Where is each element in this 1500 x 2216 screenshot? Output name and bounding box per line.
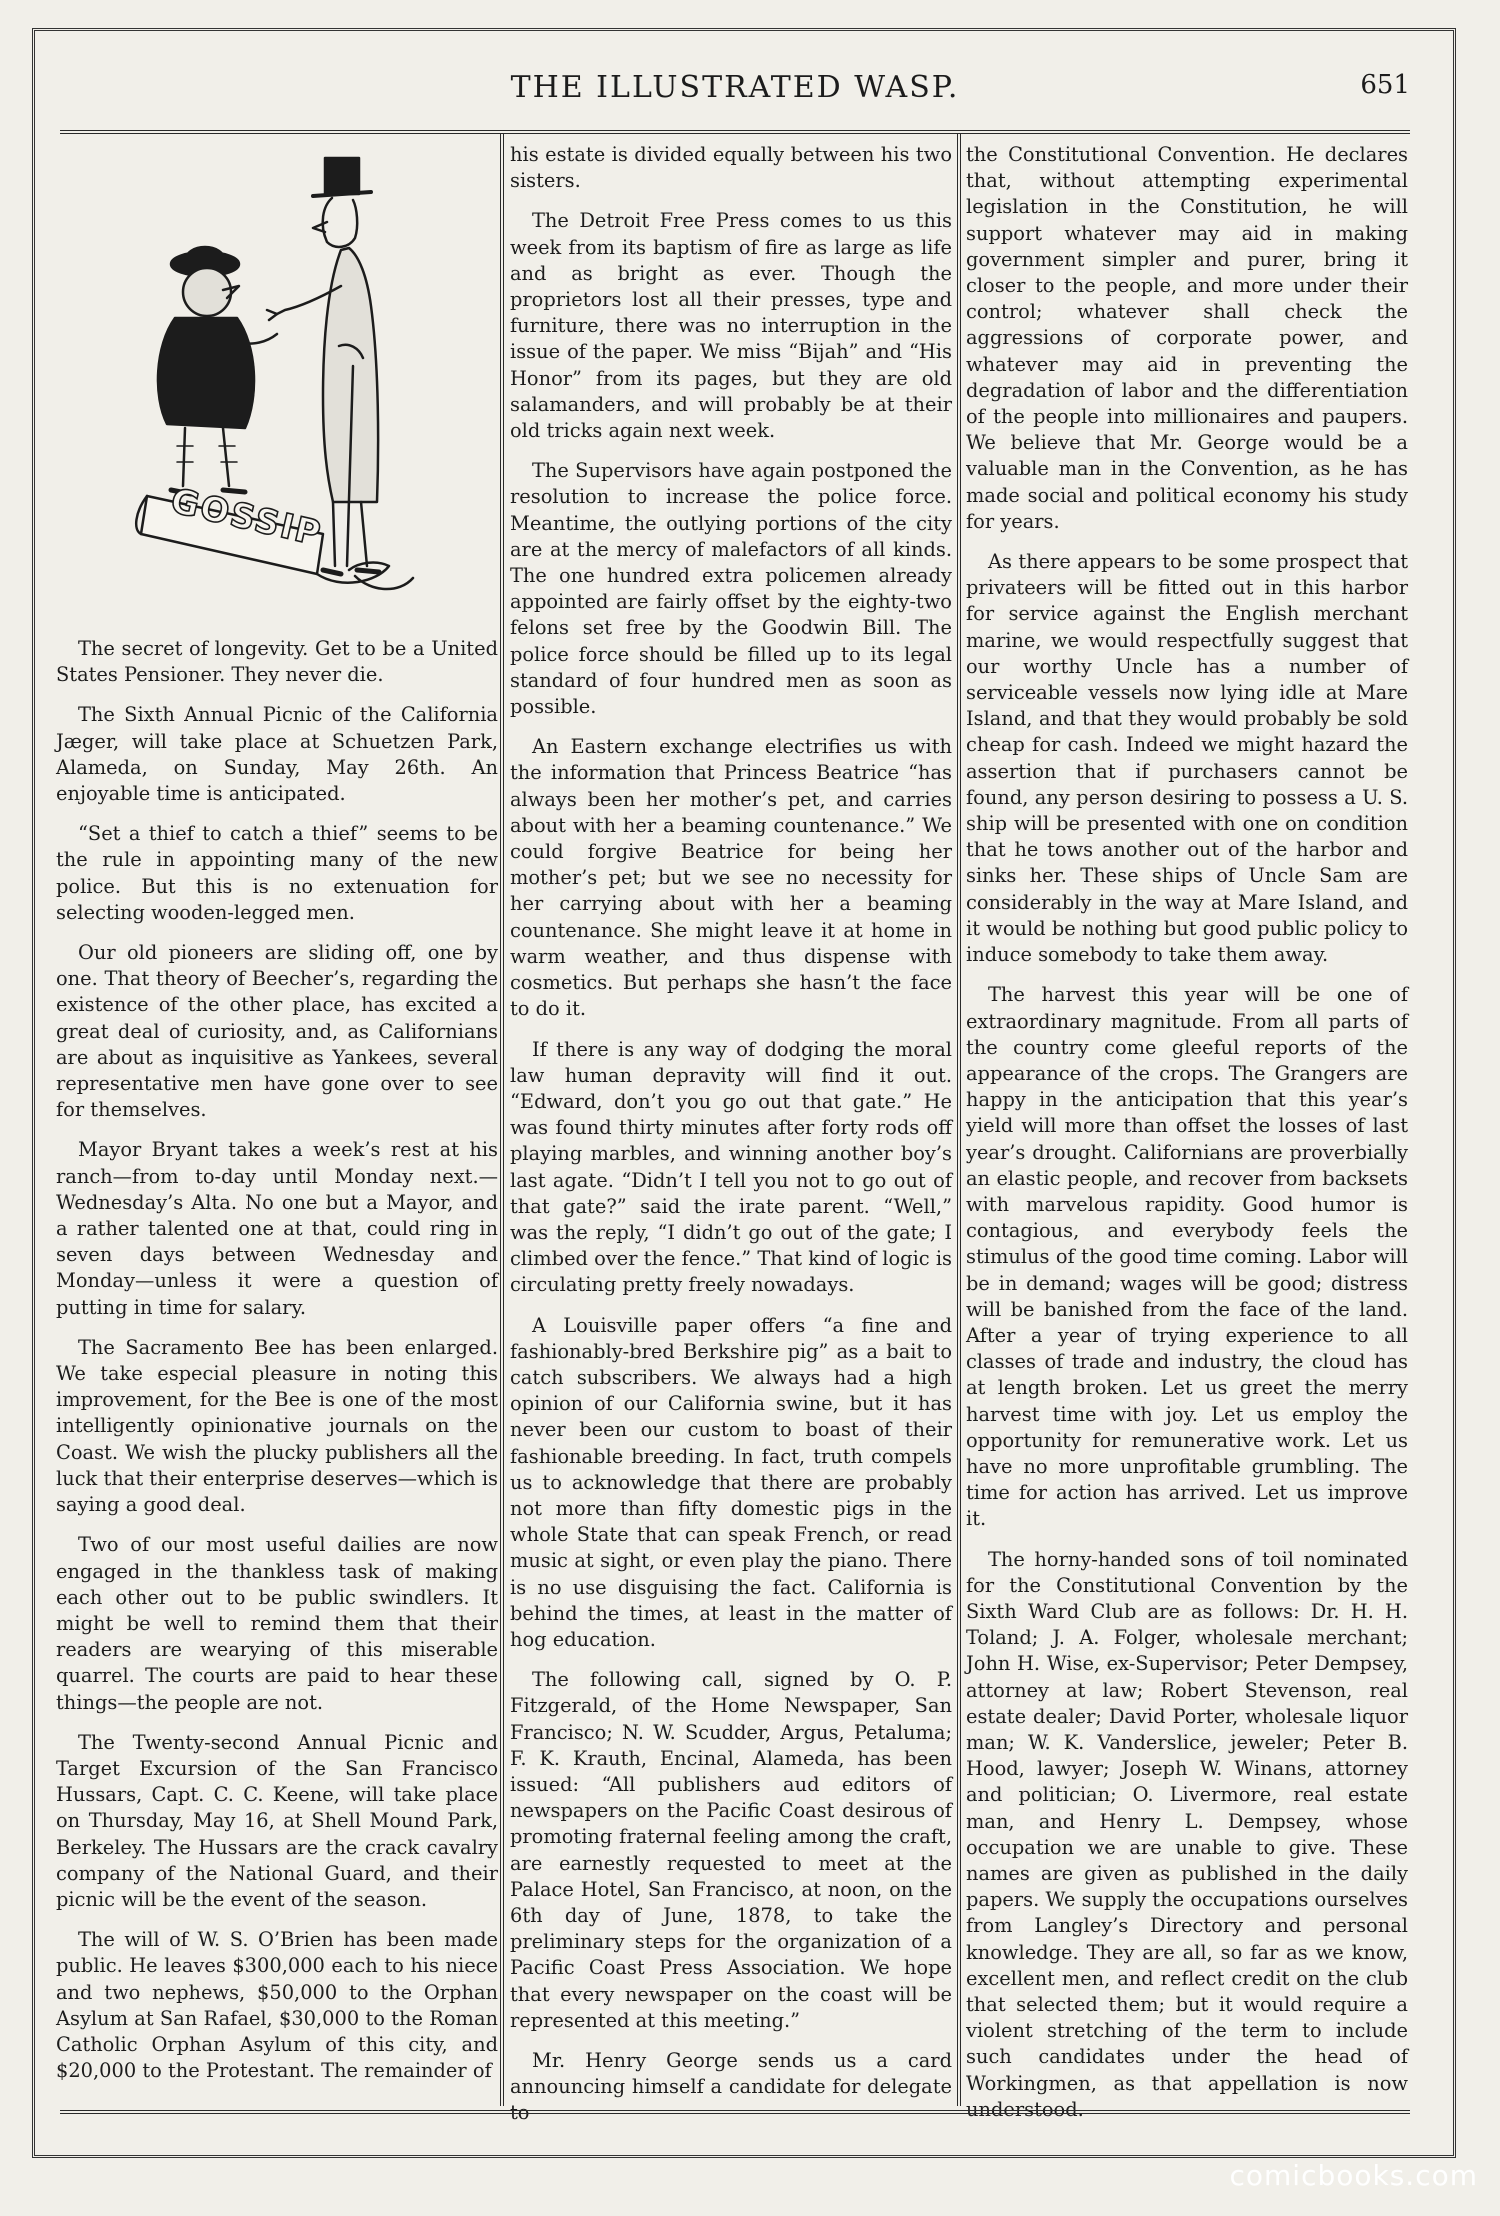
- watermark-credit: comicbooks.com: [1229, 2159, 1478, 2192]
- article-paragraph: The Supervisors have again postponed the resolution to increase the police force. Meantime, the outlying portions of the city are at the mercy of malefactors of all kinds. The one hundred extra policemen already appointed are fairly offset by the eighty-two felons set free by the Goodwin Bill. The police force should be filled up to its legal standard of four hundred men as soon as possible.: [510, 459, 952, 719]
- column-1: [56, 146, 498, 2096]
- article-paragraph: The secret of longevity. Get to be a United States Pensioner. They never die.: [56, 637, 498, 687]
- article-paragraph: The horny-handed sons of toil nominated for the Constitutional Convention by the Sixth Ward Club are as follows: Dr. H. H. Toland; J. A. Folger, wholesale merchant; John H. Wise, ex-Supervisor; Peter Dempsey, attorney at law; Robert Stevenson, real estate dealer; David Porter, wholesale liquor man; W. K. Vanderslice, jeweler; Peter B. Hood, lawyer; Joseph W. Winans, attorney and politician; O. Livermore, real estate man, and Henry L. Dempsey, whose occupation we are unable to give. These names are given as published in the daily papers. We supply the occupations ourselves from Langley’s Directory and personal knowledge. They are all, so far as we know, excellent men, and reflect credit on the club that selected them; but it would require a violent stretching of the term to include such candidates under the head of Workingmen, as that appellation is now understood.: [966, 1547, 1408, 2121]
- column-2: [510, 142, 952, 2125]
- article-paragraph: A Louisville paper offers “a fine and fashionably-bred Berkshire pig” as a bait to catch subscribers. We always had a high opinion of our California swine, but it has never been our custom to boast of their fashionable breeding. In fact, truth compels us to acknowledge that there are probably not more than fifty domestic pigs in the whole State that can speak French, or read music at sight, or even play the piano. There is no use disguising the fact. California is behind the times, at least in the matter of hog education.: [510, 1313, 952, 1651]
- article-paragraph: The Sixth Annual Picnic of the California Jæger, will take place at Schuetzen Park, Alameda, on Sunday, May 26th. An enjoyable time is anticipated.: [56, 703, 498, 806]
- masthead-title: THE ILLUSTRATED WASP.: [510, 70, 960, 105]
- column-divider-2: [957, 134, 961, 2106]
- page-header: [60, 66, 1410, 112]
- article-paragraph: Two of our most useful dailies are now engaged in the thankless task of making each other out to be public swindlers. It might be well to remind them that their readers are wearying of this miserable quarrel. The courts are paid to hear these things—the people are not.: [56, 1533, 498, 1714]
- column-divider-1: [500, 134, 504, 2106]
- article-paragraph: Mayor Bryant takes a week’s rest at his ranch—from to-day until Monday next.—Wednesday’s Alta. No one but a Mayor, and a rather talented one at that, could ring in seven days between Wednesday and Monday—unless it were a question of putting in time for salary.: [56, 1138, 498, 1319]
- article-paragraph: The will of W. S. O’Brien has been made public. He leaves $300,000 each to his niece and two nephews, $50,000 to the Orphan Asylum at San Rafael, $30,000 to the Roman Catholic Orphan Asylum of this city, and $20,000 to the Protestant. The remainder of: [56, 1928, 498, 2083]
- page-number: 651: [1360, 70, 1410, 100]
- header-rule: [60, 130, 1410, 134]
- article-paragraph: The following call, signed by O. P. Fitzgerald, of the Home Newspaper, San Francisco; N. W. Scudder, Argus, Petaluma; F. K. Krauth, Encinal, Alameda, has been issued: “All publishers aud editors of newspapers on the Pacific Coast desirous of promoting fraternal feeling among the craft, are earnestly requested to meet at the Palace Hotel, San Francisco, at noon, on the 6th day of June, 1878, to take the preliminary steps for the organization of a Pacific Coast Press Association. We hope that every newspaper on the coast will be represented at this meeting.”: [510, 1668, 952, 2032]
- article-paragraph: The Detroit Free Press comes to us this week from its baptism of fire as large as life and as bright as ever. Though the proprietors lost all their presses, type and furniture, there was no interruption in the issue of the paper. We miss “Bijah” and “His Honor” from its pages, but they are old salamanders, and will probably be at their old tricks again next week.: [510, 209, 952, 443]
- gossip-cartoon: [127, 146, 427, 622]
- article-paragraph: The Twenty-second Annual Picnic and Target Excursion of the San Francisco Hussars, Capt. C. C. Keene, will take place on Thursday, May 16, at Shell Mound Park, Berkeley. The Hussars are the crack cavalry company of the National Guard, and their picnic will be the event of the season.: [56, 1730, 498, 1911]
- article-paragraph: If there is any way of dodging the moral law human depravity will find it out. “Edward, don’t you go out that gate.” He was found thirty minutes after forty rods off playing marbles, and winning another boy’s last agate. “Didn’t I tell you not to go out of that gate?” said the irate parent. “Well,” was the reply, “I didn’t go out of the gate; I climbed over the fence.” That kind of logic is circulating pretty freely nowadays.: [510, 1037, 952, 1297]
- article-paragraph: An Eastern exchange electrifies us with the information that Princess Beatrice “has always been her mother’s pet, and carries about with her a beaming countenance.” We could forgive Beatrice for being her mother’s pet; but we see no necessity for her carrying about with her a beaming countenance. She might leave it at home in warm weather, and thus dispense with cosmetics. But perhaps she hasn’t the face to do it.: [510, 735, 952, 1021]
- article-paragraph-continued: the Constitutional Convention. He declares that, without attempting experimental legislation in the Constitution, he will support whatever may aid in making government simpler and purer, bring it closer to the people, and more under their control; whatever shall check the aggressions of corporate power, and whatever may aid in preventing the degradation of labor and the differentiation of the people into millionaires and paupers. We believe that Mr. George would be a valuable man in the Convention, as he has made social and political economy his study for years.: [966, 143, 1408, 533]
- article-paragraph: The Sacramento Bee has been enlarged. We take especial pleasure in noting this improvement, for the Bee is one of the most intelligently opinionative journals on the Coast. We wish the plucky publishers all the luck that their enterprise deserves—which is saying a good deal.: [56, 1335, 498, 1517]
- article-paragraph: Mr. Henry George sends us a card announcing himself a candidate for delegate to: [510, 2049, 952, 2125]
- article-paragraph: Our old pioneers are sliding off, one by one. That theory of Beecher’s, regarding the existence of the other place, has excited a great deal of curiosity, and, as Californians are about as inquisitive as Yankees, several representative men have gone over to see for themselves.: [56, 941, 498, 1122]
- gossip-banner-text: GOSSIP: [166, 480, 326, 555]
- article-paragraph: The harvest this year will be one of extraordinary magnitude. From all parts of the country come gleeful reports of the appearance of the crops. The Grangers are happy in the anticipation that this year’s yield will more than offset the losses of last year’s drought. Californians are proverbially an elastic people, and recover from backsets with marvelous rapidity. Good humor is contagious, and everybody feels the stimulus of the good time coming. Labor will be in demand; wages will be good; distress will be banished from the face of the land. After a year of trying experience to all classes of trade and industry, the cloud has at length broken. Let us greet the merry harvest time with joy. Let us employ the opportunity for remunerative work. Let us have no more unprofitable grumbling. The time for action has arrived. Let us improve it.: [966, 983, 1408, 1531]
- footer-rule: [60, 2110, 1410, 2114]
- column-3: [966, 142, 1408, 2121]
- article-paragraph: As there appears to be some prospect that privateers will be fitted out in this harbor for service against the English merchant marine, we would respectfully suggest that our worthy Uncle has a number of serviceable vessels now lying idle at Mare Island, and that they would probably be sold cheap for cash. Indeed we might hazard the assertion that if purchasers cannot be found, any person desiring to possess a U. S. ship will be presented with one on condition that he tows another out of the harbor and sinks her. These ships of Uncle Sam are considerably in the way at Mare Island, and it would be nothing but good public policy to induce somebody to take them away.: [966, 550, 1408, 967]
- article-paragraph: “Set a thief to catch a thief” seems to be the rule in appointing many of the new police. But this is no extenuation for selecting wooden-legged men.: [56, 822, 498, 924]
- article-paragraph-continued: his estate is divided equally between his two sisters.: [510, 143, 952, 193]
